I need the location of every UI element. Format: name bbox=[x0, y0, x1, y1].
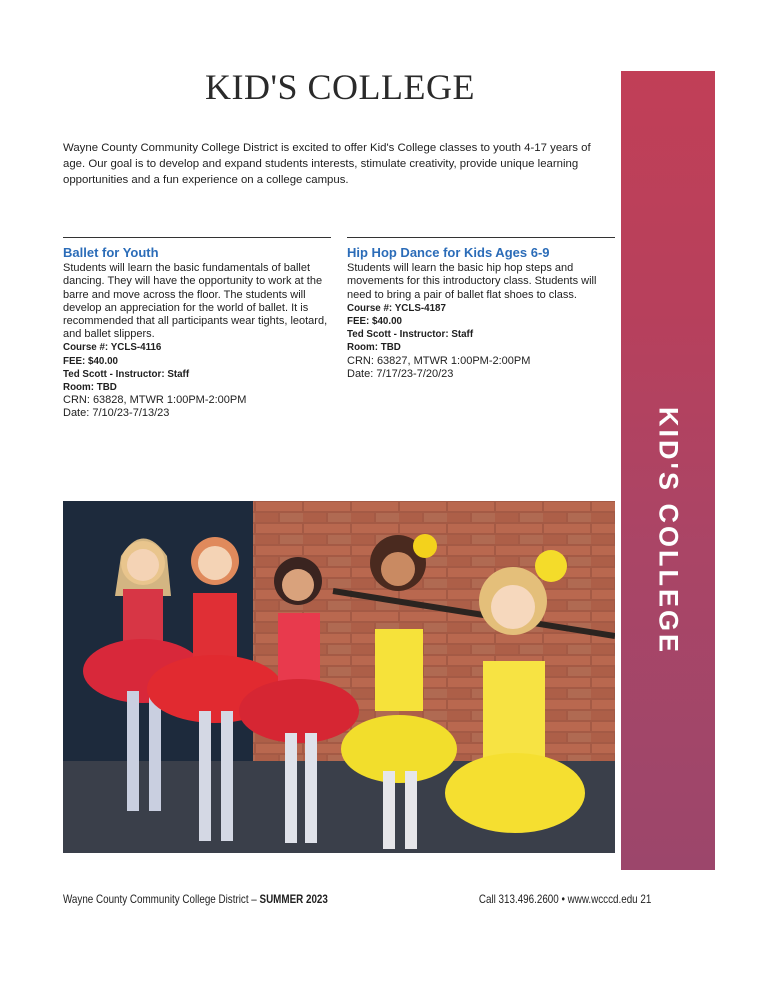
course-location: Ted Scott - Instructor: Staff bbox=[347, 329, 474, 341]
course-hiphop bbox=[347, 237, 617, 381]
course-location: Ted Scott - Instructor: Staff bbox=[63, 368, 190, 380]
course-number: Course #: YCLS-4187 bbox=[347, 302, 446, 314]
course-date: Date: 7/10/23-7/13/23 bbox=[63, 407, 170, 420]
side-banner-label: KID'S COLLEGE bbox=[653, 407, 684, 655]
course-crn: CRN: 63828, MTWR 1:00PM-2:00PM bbox=[63, 394, 247, 407]
dancers-photo bbox=[63, 501, 615, 853]
footer-contact: Call 313.496.2600 • www.wcccd.edu 21 bbox=[478, 892, 651, 906]
course-fee: FEE: $40.00 bbox=[347, 316, 403, 328]
side-banner bbox=[621, 71, 715, 870]
course-date: Date: 7/17/23-7/20/23 bbox=[347, 367, 454, 380]
course-number: Course #: YCLS-4116 bbox=[63, 342, 162, 354]
course-title: Ballet for Youth bbox=[63, 245, 159, 260]
course-fee: FEE: $40.00 bbox=[63, 355, 119, 367]
course-crn: CRN: 63827, MTWR 1:00PM-2:00PM bbox=[347, 354, 531, 367]
divider bbox=[347, 237, 615, 238]
course-title: Hip Hop Dance for Kids Ages 6-9 bbox=[347, 245, 550, 260]
page-title: KID'S COLLEGE bbox=[205, 67, 475, 107]
divider bbox=[63, 237, 331, 238]
course-description: Students will learn the basic fundamentals of ballet dancing. They will have the opportunity to work at the barre and move across the floor. The students will develop an appreciation for the world of ballet. It is recommended that all participants wear tights, leotard, and ballet slippers. bbox=[63, 262, 328, 341]
intro-paragraph: Wayne County Community College District is excited to offer Kid's College classes to youth 4-17 years of age. Our goal is to develop and expand students interests, stimulate creativity, provide unique learning opportunities and a fun experience on a college campus. bbox=[63, 142, 591, 186]
course-ballet bbox=[63, 237, 333, 421]
dancers-illustration bbox=[63, 501, 615, 853]
footer-term: SUMMER 2023 bbox=[259, 892, 328, 906]
footer-district-text: Wayne County Community College District – bbox=[63, 892, 260, 906]
footer-district bbox=[63, 892, 328, 906]
course-description: Students will learn the basic hip hop steps and movements for this introductory class. Students will need to bring a pair of ballet flat shoes to class. bbox=[347, 262, 597, 301]
course-room: Room: TBD bbox=[347, 342, 401, 354]
course-room: Room: TBD bbox=[63, 382, 117, 394]
